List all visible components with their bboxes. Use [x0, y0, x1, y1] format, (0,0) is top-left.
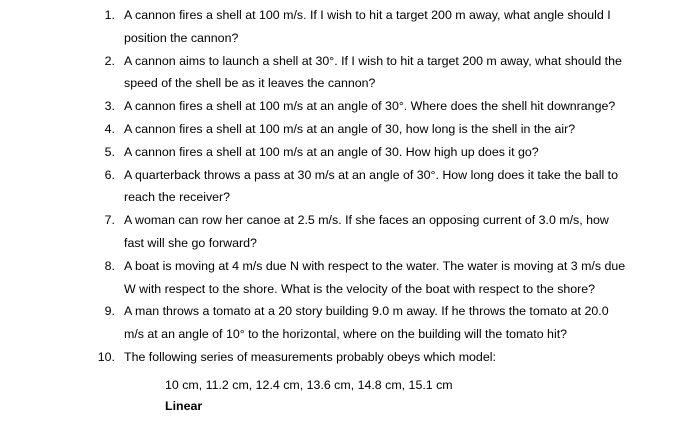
- question-item: [0, 300, 700, 346]
- question-item: [0, 118, 700, 141]
- question-item: [0, 4, 700, 50]
- question-list: [0, 4, 700, 369]
- question-number: 2.: [104, 53, 115, 68]
- question-number: 3.: [104, 99, 115, 114]
- question-text: A cannon fires a shell at 100 m/s at an angle of 30°. Where does the shell hit downrange?: [124, 99, 616, 114]
- question-text: A quarterback throws a pass at 30 m/s at an angle of 30°. How long does it take the ball to reach the receiver?: [124, 167, 618, 205]
- question-text: A woman can row her canoe at 2.5 m/s. If she faces an opposing current of 3.0 m/s, how fast will she go forward?: [124, 213, 609, 250]
- question-item: [0, 95, 700, 118]
- question-number: 5.: [104, 144, 115, 159]
- question-text: A cannon fires a shell at 100 m/s at an angle of 30, how long is the shell in the air?: [124, 121, 576, 136]
- question-item: [0, 164, 700, 210]
- question-number: 10.: [97, 349, 115, 364]
- question-number: 7.: [104, 213, 115, 228]
- question-text: A boat is moving at 4 m/s due N with respect to the water. The water is moving at 3 m/s due W with respect to the shore. What is the velocity of the boat with respect to the shore?: [124, 258, 626, 296]
- question-text: A cannon fires a shell at 100 m/s at an angle of 30. How high up does it go?: [124, 144, 539, 159]
- question-item: [0, 50, 700, 96]
- question-text: A cannon fires a shell at 100 m/s. If I wish to hit a target 200 m away, what angle should I position the cannon?: [124, 8, 611, 45]
- question-item: [0, 209, 700, 255]
- question-item: [0, 255, 700, 301]
- question-number: 8.: [104, 258, 115, 273]
- question-item: [0, 346, 700, 369]
- question-text: A cannon aims to launch a shell at 30°. If I wish to hit a target 200 m away, what should the speed of the shell be as it leaves the cannon?: [124, 53, 622, 91]
- question-number: 1.: [104, 8, 115, 22]
- answer-text: Linear: [165, 398, 203, 413]
- question-text: A man throws a tomato at a 20 story building 9.0 m away. If he throws the tomato at 20.0 m/s at an angle of 10° to the horizontal, where on the building will the tomato hit?: [124, 304, 609, 342]
- question-number: 9.: [104, 304, 115, 319]
- question-item: [0, 141, 700, 164]
- question-text: The following series of measurements probably obeys which model:: [124, 349, 496, 364]
- question-number: 6.: [104, 167, 115, 182]
- question-number: 4.: [104, 121, 115, 136]
- measurement-series: 10 cm, 11.2 cm, 12.4 cm, 13.6 cm, 14.8 cm, 15.1 cm: [165, 377, 453, 392]
